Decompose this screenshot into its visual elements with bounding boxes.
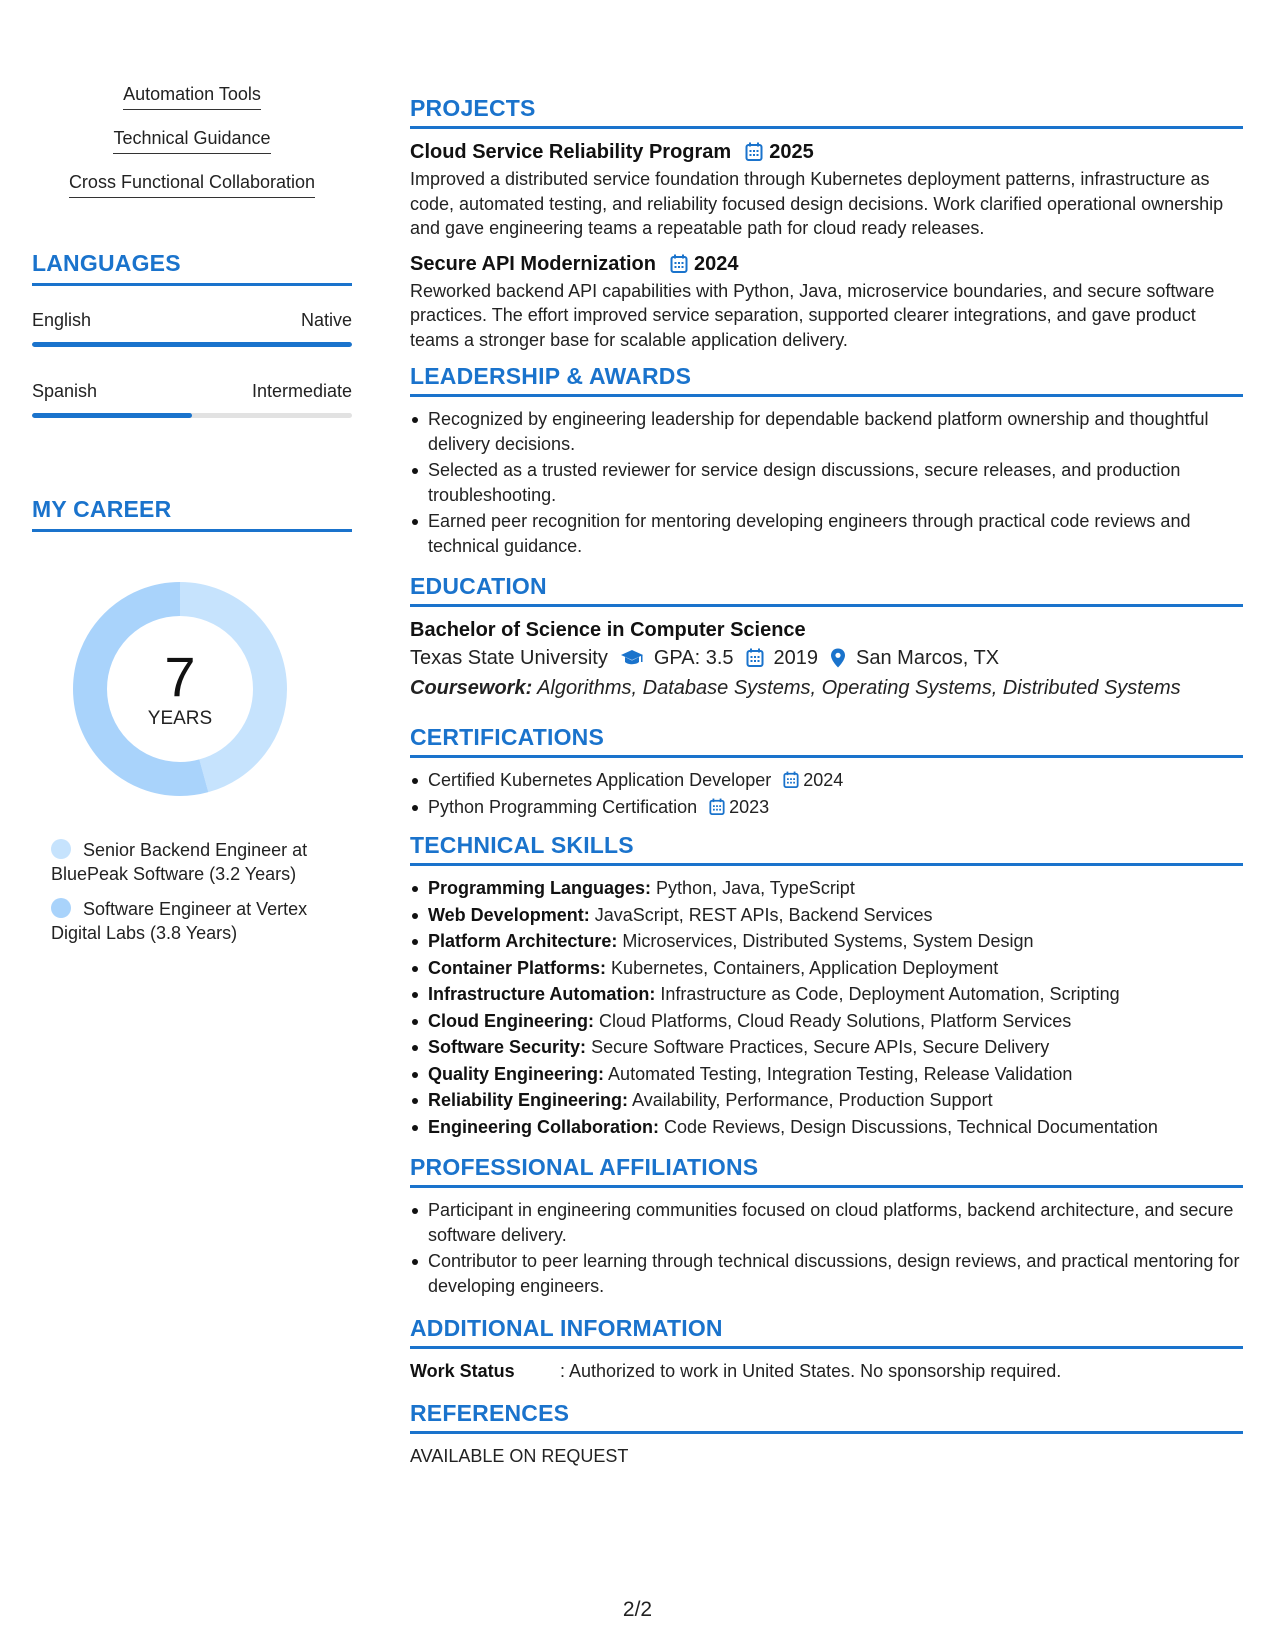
skill-category: Engineering Collaboration: — [428, 1116, 660, 1137]
affiliations-section — [410, 1153, 1243, 1298]
page-number: 2/2 — [622, 1598, 653, 1621]
legend-dot-icon — [51, 839, 71, 859]
additional-info-section — [410, 1314, 1243, 1383]
section-title: LANGUAGES — [32, 250, 352, 286]
projects-section — [410, 94, 1243, 352]
education-year: 2019 — [773, 647, 819, 669]
education-school: Texas State University — [410, 647, 608, 669]
leadership-section — [410, 362, 1243, 558]
proficiency-bar — [32, 342, 352, 347]
language-name: English — [32, 310, 92, 330]
sidebar — [32, 82, 352, 956]
career-donut-chart — [67, 576, 293, 802]
list-item: Contributor to peer learning through technical discussions, design reviews, and practical mentoring for developing engineers. — [410, 1249, 1243, 1298]
project-item — [410, 251, 1243, 353]
graduation-cap-icon — [620, 649, 644, 667]
list-item: Earned peer recognition for mentoring developing engineers through practical code reviews and technical guidance. — [410, 509, 1243, 558]
education-gpa: GPA: 3.5 — [653, 647, 734, 669]
skill-category: Container Platforms: — [428, 957, 607, 978]
technical-skills-section — [410, 831, 1243, 1139]
career-legend — [51, 838, 341, 945]
career-years-number: 7 — [164, 645, 196, 708]
language-item — [32, 308, 352, 347]
skill-item — [410, 956, 1243, 981]
skill-values: Cloud Platforms, Cloud Ready Solutions, Platform Services — [599, 1010, 1072, 1031]
project-year: 2024 — [693, 252, 739, 275]
location-pin-icon — [830, 648, 846, 668]
certification-year: 2024 — [803, 770, 844, 790]
certification-year: 2023 — [729, 796, 770, 817]
certification-item — [410, 768, 1243, 793]
career-legend-item — [51, 838, 341, 886]
coursework-list: Algorithms, Database Systems, Operating Systems, Distributed Systems — [537, 677, 1181, 699]
skill-values: Microservices, Distributed Systems, System Design — [622, 931, 1034, 951]
career-role: Software Engineer at Vertex Digital Labs (3.8 Years) — [51, 899, 308, 943]
language-name: Spanish — [32, 381, 98, 401]
career-role: Senior Backend Engineer at BluePeak Software (3.2 Years) — [51, 840, 308, 884]
project-year: 2025 — [769, 141, 814, 163]
skill-category: Cloud Engineering: — [428, 1010, 594, 1031]
skill-item — [410, 1062, 1243, 1087]
skill-item — [410, 903, 1243, 928]
language-item — [32, 379, 352, 418]
career-legend-item — [51, 897, 341, 945]
certifications-section — [410, 723, 1243, 819]
section-title: PROFESSIONAL AFFILIATIONS — [410, 1153, 1243, 1188]
skill-category: Programming Languages: — [428, 878, 652, 898]
skill-values: JavaScript, REST APIs, Backend Services — [594, 904, 933, 925]
skill-item — [410, 1035, 1243, 1060]
skill-tag: Technical Guidance — [113, 126, 270, 154]
coursework-label: Coursework: — [410, 677, 533, 699]
education-degree: Bachelor of Science in Computer Science — [410, 619, 806, 641]
list-item: Participant in engineering communities focused on cloud platforms, backend architecture, and secure software delivery. — [410, 1198, 1243, 1247]
section-title: ADDITIONAL INFORMATION — [410, 1314, 1243, 1349]
skill-values: Infrastructure as Code, Deployment Automation, Scripting — [660, 984, 1120, 1004]
certification-item — [410, 795, 1243, 820]
section-title: CERTIFICATIONS — [410, 723, 1243, 758]
skill-tag: Cross Functional Collaboration — [69, 170, 315, 198]
calendar-icon — [670, 254, 688, 274]
project-item — [410, 139, 1243, 241]
section-title: MY CAREER — [32, 496, 352, 532]
skill-item — [410, 1115, 1243, 1140]
education-location: San Marcos, TX — [856, 647, 1000, 669]
section-title: LEADERSHIP & AWARDS — [410, 362, 1243, 397]
project-description: Improved a distributed service foundation through Kubernetes deployment patterns, infrastructure as code, automated testing, and reliability focused design decisions. Work clarified operational ownership and gave engineering teams a repeatable path for cloud ready releases. — [410, 169, 1224, 238]
list-item: Recognized by engineering leadership for dependable backend platform ownership and thoughtful delivery decisions. — [410, 407, 1243, 456]
skill-category: Software Security: — [428, 1037, 587, 1057]
skill-category: Web Development: — [428, 904, 590, 925]
calendar-icon — [709, 798, 725, 816]
list-item: Selected as a trusted reviewer for service design discussions, secure releases, and production troubleshooting. — [410, 458, 1243, 507]
skill-item — [410, 1009, 1243, 1034]
calendar-icon — [745, 142, 763, 162]
references-text: AVAILABLE ON REQUEST — [410, 1446, 629, 1466]
references-section — [410, 1399, 1243, 1468]
language-level: Intermediate — [251, 381, 352, 401]
project-name: Secure API Modernization — [410, 252, 656, 275]
proficiency-bar — [32, 413, 352, 418]
skill-values: Automated Testing, Integration Testing, Release Validation — [608, 1063, 1073, 1084]
legend-dot-icon — [51, 898, 71, 918]
section-title: REFERENCES — [410, 1399, 1243, 1434]
skill-category: Infrastructure Automation: — [428, 984, 656, 1004]
skill-values: Code Reviews, Design Discussions, Technical Documentation — [664, 1116, 1158, 1137]
career-years-unit: YEARS — [147, 708, 213, 729]
info-key: Work Status — [410, 1361, 515, 1381]
language-level: Native — [300, 310, 352, 330]
calendar-icon — [746, 648, 764, 668]
certification-name: Python Programming Certification — [428, 796, 698, 817]
education-section — [410, 572, 1243, 703]
project-name: Cloud Service Reliability Program — [410, 141, 732, 163]
info-value: : Authorized to work in United States. No sponsorship required. — [560, 1361, 1062, 1381]
skill-item — [410, 1088, 1243, 1113]
section-title: TECHNICAL SKILLS — [410, 831, 1243, 866]
section-title: EDUCATION — [410, 572, 1243, 607]
skill-item — [410, 929, 1243, 954]
skill-category: Quality Engineering: — [428, 1063, 605, 1084]
skill-tag: Automation Tools — [123, 82, 261, 110]
skill-item — [410, 982, 1243, 1007]
proficiency-fill — [32, 342, 352, 347]
skill-values: Python, Java, TypeScript — [656, 878, 855, 898]
languages-section — [32, 250, 352, 418]
education-coursework — [410, 673, 1243, 703]
proficiency-fill — [32, 413, 192, 418]
project-description: Reworked backend API capabilities with Python, Java, microservice boundaries, and secure software practices. The effort improved service separation, supported clearer integrations, and gave product teams a stronger base for scalable application delivery. — [410, 280, 1215, 350]
calendar-icon — [783, 771, 799, 789]
skill-category: Platform Architecture: — [428, 931, 618, 951]
career-section — [32, 496, 352, 945]
section-title: PROJECTS — [410, 94, 1243, 129]
certification-name: Certified Kubernetes Application Developer — [428, 770, 772, 790]
skill-tags — [32, 82, 352, 198]
skill-item — [410, 876, 1243, 901]
skill-values: Availability, Performance, Production Support — [632, 1090, 993, 1110]
skill-values: Kubernetes, Containers, Application Deployment — [611, 957, 999, 978]
main-content — [410, 94, 1243, 1478]
skill-values: Secure Software Practices, Secure APIs, Secure Delivery — [591, 1037, 1050, 1057]
skill-category: Reliability Engineering: — [428, 1090, 629, 1110]
